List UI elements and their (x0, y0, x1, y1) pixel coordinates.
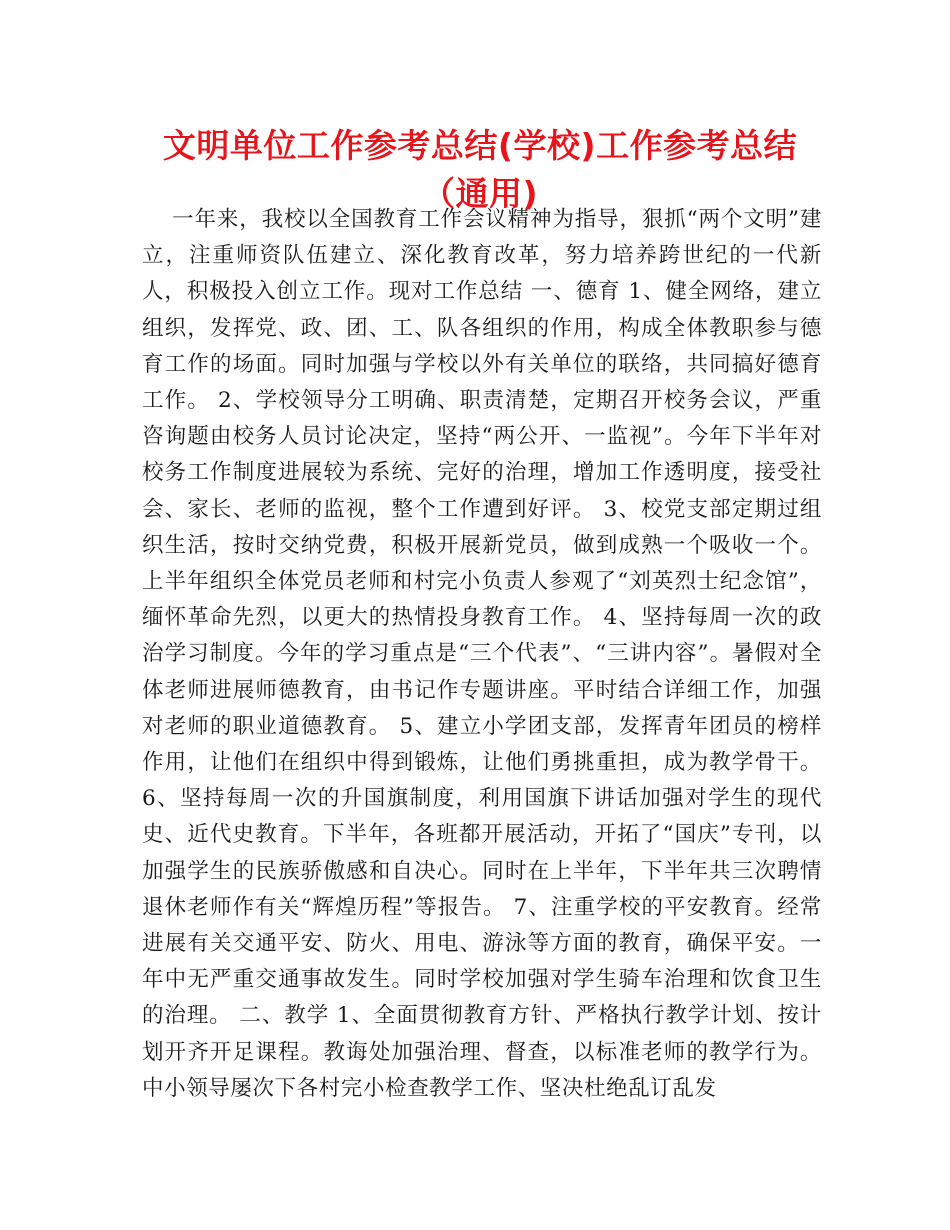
document-title: 文明单位工作参考总结(学校)工作参考总结（通用) (162, 126, 798, 213)
document-body-paragraph: 一年来，我校以全国教育工作会议精神为指导，狠抓“两个文明”建立，注重师资队伍建立、深化教育改革，努力培养跨世纪的一代新人，积极投入创立工作。现对工作总结 一、德育 1、健全网络，建立组织，发挥党、政、团、工、队各组织的作用，构成全体教职参与德育工作的场面。同时加强与学校以外有关单位的联络，共同搞好德育工作。 2、学校领导分工明确、职责清楚，定期召开校务会议，严重咨询题由校务人员讨论决定，坚持“两公开、一监视”。今年下半年对校务工作制度进展较为系统、完好的治理，增加工作透明度，接受社会、家长、老师的监视，整个工作遭到好评。 3、校党支部定期过组织生活，按时交纳党费，积极开展新党员，做到成熟一个吸收一个。上半年组织全体党员老师和村完小负责人参观了“刘英烈士纪念馆”，缅怀革命先烈，以更大的热情投身教育工作。 4、坚持每周一次的政治学习制度。今年的学习重点是“三个代表”、“三讲内容”。暑假对全体老师进展师德教育，由书记作专题讲座。平时结合详细工作，加强对老师的职业道德教育。 5、建立小学团支部，发挥青年团员的榜样作用，让他们在组织中得到锻炼，让他们勇挑重担，成为教学骨干。 6、坚持每周一次的升国旗制度，利用国旗下讲话加强对学生的现代史、近代史教育。下半年，各班都开展活动，开拓了“国庆”专刊，以加强学生的民族骄傲感和自决心。同时在上半年，下半年共三次聘情退休老师作有关“辉煌历程”等报告。 7、注重学校的平安教育。经常进展有关交通平安、防火、用电、游泳等方面的教育，确保平安。一年中无严重交通事故发生。同时学校加强对学生骑车治理和饮食卫生的治理。 二、教学 1、全面贯彻教育方针、严格执行教学计划、按计划开齐开足课程。教诲处加强治理、督查，以标准老师的教学行为。中小领导屡次下各村完小检查教学工作、坚决杜绝乱订乱发 (142, 207, 822, 1101)
